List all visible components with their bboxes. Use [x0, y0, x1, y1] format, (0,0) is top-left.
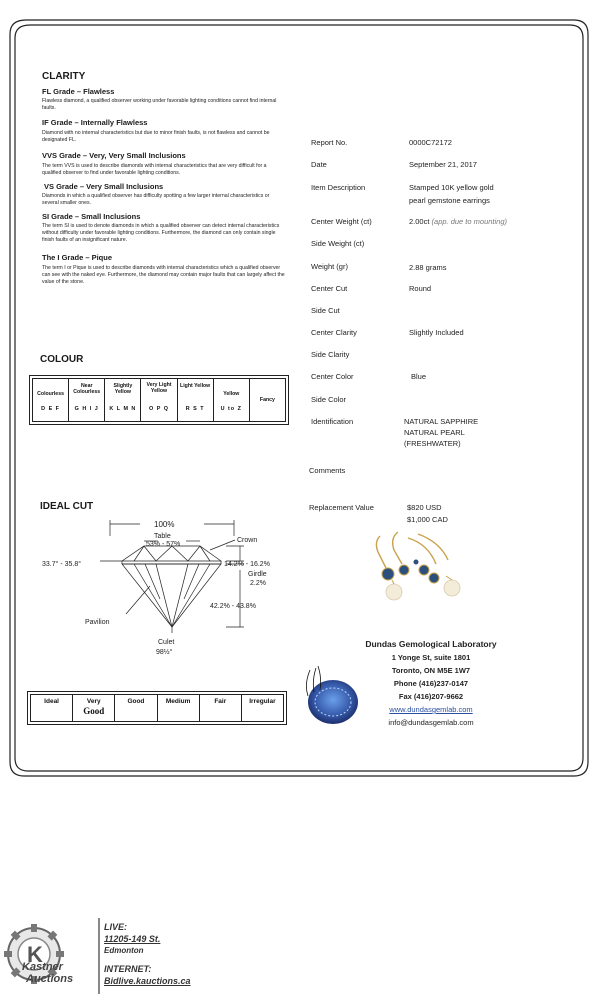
grade-vvs-desc: The term VVS is used to describe diamonds with internal characteristics that are very difficult for a qualified observer to find under favorable lighting conditions. [42, 163, 267, 176]
cut-grade-ideal: Ideal [31, 695, 73, 721]
diamond-proportions-diagram [30, 514, 295, 664]
logo-text-kastner: Kastner [22, 961, 63, 973]
comments-label: Comments [309, 466, 346, 475]
lab-seal-icon [300, 666, 362, 728]
grade-i-title: The I Grade – Pique [42, 253, 113, 262]
lab-phone: Phone (416)237-0147 [393, 679, 469, 688]
center-color-value: Blue [411, 372, 427, 381]
cut-grade-irregular: Irregular [249, 698, 276, 705]
colour-col-light-yellow: Light Yellow R S T [178, 379, 214, 421]
colour-title: COLOUR [40, 354, 84, 365]
cut-grade-fair: Fair [200, 695, 242, 721]
table-label: Table [154, 533, 171, 540]
center-cut-label: Center Cut [311, 284, 348, 293]
kastner-logo [4, 920, 96, 992]
footer-live-label: LIVE: [104, 922, 128, 932]
colour-col-near-colourless: Near Colourless G H I J [69, 379, 105, 421]
footer-internet-label: INTERNET: [104, 964, 152, 974]
weight-gr-label: Weight (gr) [311, 262, 348, 271]
grade-si-title: SI Grade – Small Inclusions [42, 212, 141, 221]
colour-col-slightly-yellow: Slightly Yellow K L M N [105, 379, 141, 421]
grade-si-desc: The term SI is used to denote diamonds in which a qualified observer can detect internal characteristics without difficulty under favorable lighting conditions. Furthermore, the diamond can only contain single finish faults of an insignificant nature. [42, 223, 280, 243]
culet-label: Culet [158, 639, 175, 646]
lab-email: info@dundasgemlab.com [388, 718, 474, 727]
side-cut-label: Side Cut [311, 306, 340, 315]
total-width-label: 100% [154, 520, 175, 529]
grade-vs-title: VS Grade – Very Small Inclusions [44, 182, 164, 191]
footer-site-link[interactable]: Bidlive.kauctions.ca [104, 976, 191, 986]
date-value: September 21, 2017 [409, 160, 477, 169]
identification-label: Identification [311, 417, 354, 426]
replacement-value: $820 USD $1,000 CAD [407, 503, 448, 524]
girdle-label: Girdle [248, 571, 267, 578]
pavilion-depth-label: 42.2% - 43.8% [210, 603, 256, 610]
grade-fl-desc: Flawless diamond, a qualified observer working under favorable lighting conditions cannot find internal faults. [42, 98, 277, 111]
lab-name: Dundas Gemological Laboratory [365, 639, 497, 649]
crown-label: Crown [237, 537, 258, 544]
cut-grade-very-good: Very Good [73, 695, 115, 721]
svg-text:K: K [27, 942, 43, 967]
identification-value: NATURAL SAPPHIRE NATURAL PEARL (FRESHWATER) [404, 417, 479, 448]
grade-vs-desc: Diamonds in which a qualified observer has difficulty spotting a few larger internal characteristics or several smaller ones. [42, 193, 270, 206]
cut-grade-medium: Medium [158, 695, 200, 721]
replacement-value-label: Replacement Value [309, 503, 374, 512]
colour-scale-table [32, 378, 286, 422]
footer-address: 11205-149 St. [104, 934, 161, 944]
grade-fl-title: FL Grade – Flawless [42, 87, 115, 96]
center-clarity-value: Slightly Included [409, 328, 464, 337]
colour-col-colourless: Colourless D E F [33, 379, 69, 421]
earrings-photo [368, 528, 478, 623]
clarity-title: CLARITY [42, 71, 86, 82]
cut-grade-good: Good [115, 695, 157, 721]
footer-divider [98, 918, 100, 994]
colour-col-very-light-yellow: Very Light Yellow O P Q [141, 379, 177, 421]
lab-address-2: Toronto, ON M5E 1W7 [391, 666, 471, 675]
side-color-label: Side Color [311, 395, 347, 404]
item-description-label: Item Description [311, 183, 366, 192]
grade-vvs-title: VVS Grade – Very, Very Small Inclusions [42, 151, 186, 160]
cut-grade-selected-mark: Good [83, 706, 105, 716]
grade-if-title: IF Grade – Internally Flawless [42, 118, 148, 127]
side-clarity-label: Side Clarity [311, 350, 350, 359]
date-label: Date [311, 160, 327, 169]
table-range-label: 53% - 57% [146, 541, 181, 548]
center-weight-value: 2.00ct (app. due to mounting) [409, 217, 507, 226]
lab-fax: Fax (416)207-9662 [398, 692, 464, 701]
item-description-value: Stamped 10K yellow gold pearl gemstone earrings [409, 183, 494, 205]
lab-address-1: 1 Yonge St, suite 1801 [391, 653, 471, 662]
center-cut-value: Round [409, 284, 432, 293]
pavilion-label: Pavilion [85, 619, 110, 626]
grade-i-desc: The term I or Pique is used to describe diamonds with internal characteristics which a qualified observer can see with the naked eye. Furthermore, the diamond may contain major faults that can largely affect the value of the stone. [42, 265, 285, 285]
culet-value: 98½° [156, 649, 173, 656]
lab-info [336, 638, 526, 729]
crown-angle-label: 33.7° - 35.8° [42, 561, 82, 568]
grade-if-desc: Diamond with no internal characteristics but due to minor finish faults, is not flawless and cannot be designated FL. [42, 130, 270, 143]
colour-col-yellow: Yellow U to Z [214, 379, 250, 421]
side-weight-label: Side Weight (ct) [311, 239, 365, 248]
center-color-label: Center Color [311, 372, 354, 381]
colour-col-fancy: Fancy [259, 397, 275, 403]
center-weight-label: Center Weight (ct) [311, 217, 372, 226]
cut-grade-table [30, 694, 284, 722]
center-clarity-label: Center Clarity [311, 328, 357, 337]
girdle-value: 2.2% [250, 580, 266, 587]
ideal-cut-title: IDEAL CUT [40, 501, 94, 512]
report-no-value: 0000C72172 [409, 138, 452, 147]
report-no-label: Report No. [311, 138, 348, 147]
lab-website-link[interactable]: www.dundasgemlab.com [389, 705, 473, 714]
crown-height-label: 14.2% - 16.2% [224, 561, 270, 568]
logo-text-auctions: Auctions [26, 973, 74, 985]
footer-city: Edmonton [104, 946, 144, 955]
weight-gr-value: 2.88 grams [409, 263, 447, 272]
center-weight-note: (app. due to mounting) [431, 217, 507, 226]
